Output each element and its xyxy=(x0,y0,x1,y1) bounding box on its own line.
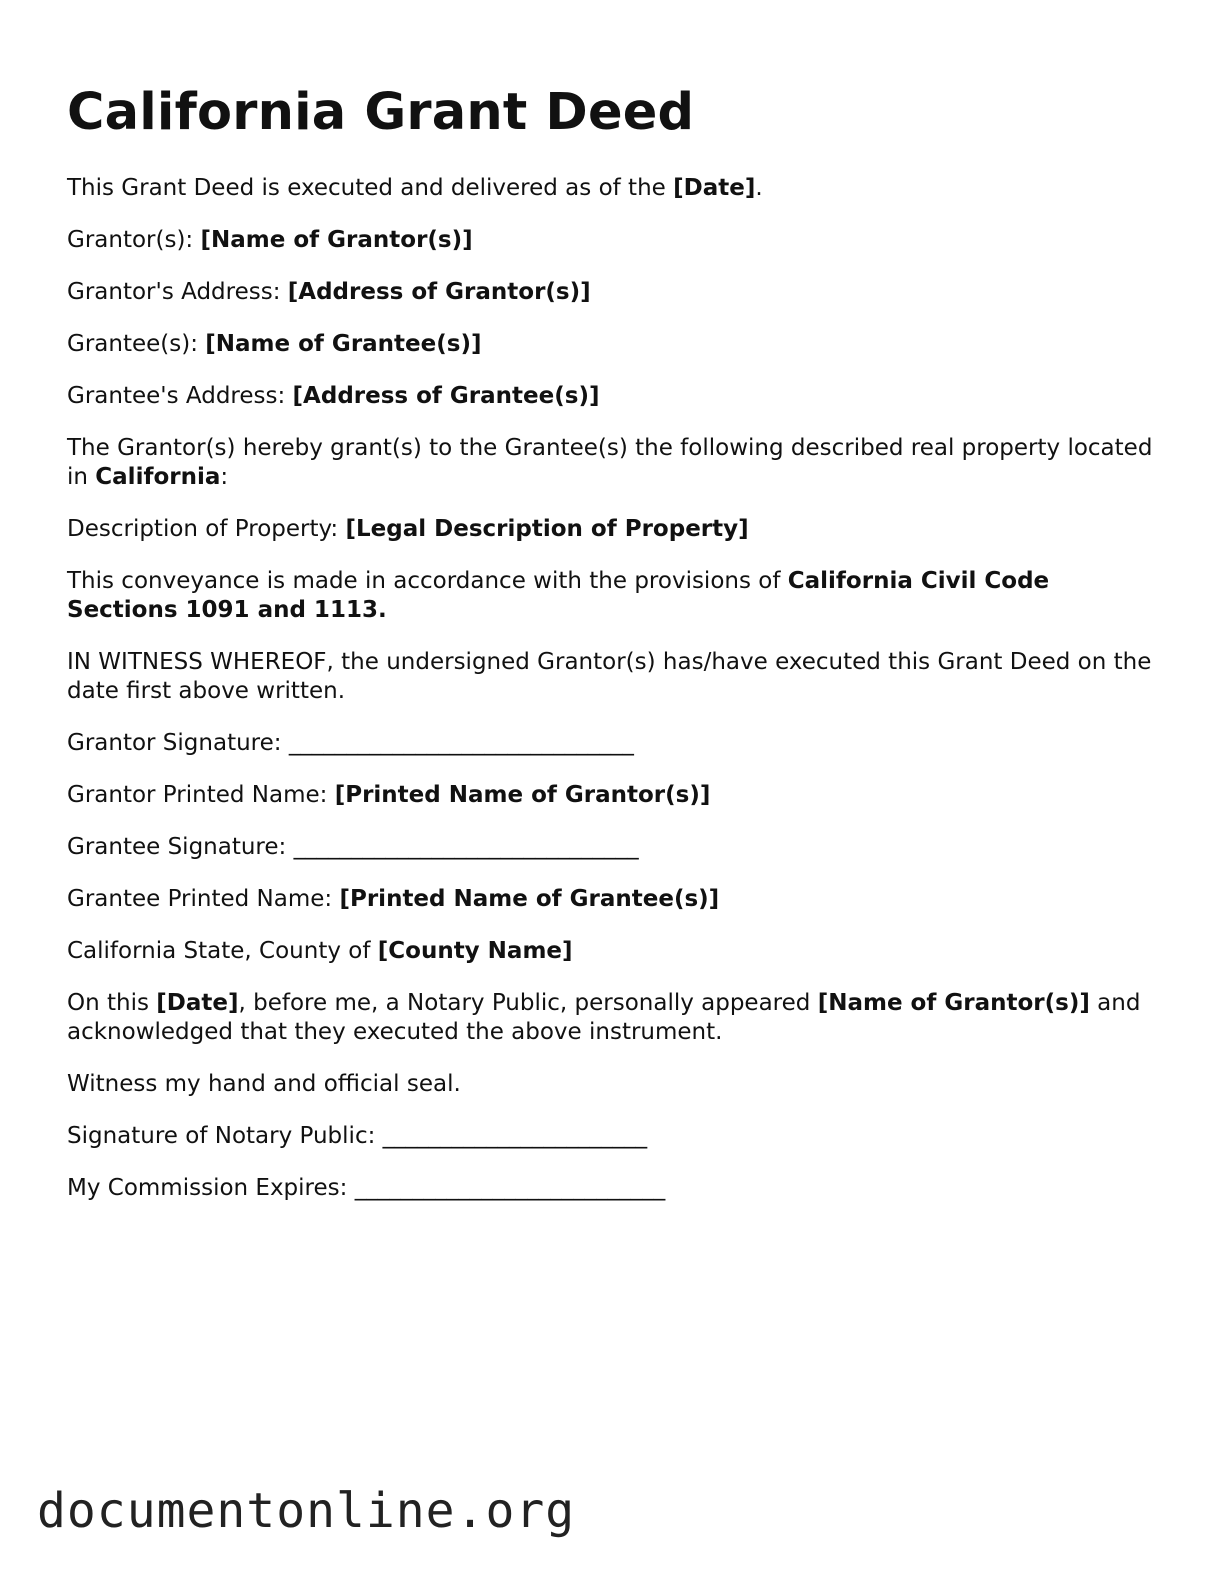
grantee-printed-label: Grantee Printed Name: xyxy=(67,886,340,912)
grantor-signature-label: Grantor Signature: xyxy=(67,730,289,756)
watermark-footer: documentonline.org xyxy=(37,1483,576,1539)
conveyance-text: This conveyance is made in accordance with the provisions of xyxy=(67,568,788,594)
grantee-printed-value: [Printed Name of Grantee(s)] xyxy=(339,886,720,912)
grant-clause-text: The Grantor(s) hereby grant(s) to the Grantee(s) the following described real property located in xyxy=(67,435,1153,490)
property-label: Description of Property: xyxy=(67,516,346,542)
county-line xyxy=(67,937,1167,966)
grantee-signature-label: Grantee Signature: xyxy=(67,834,294,860)
notary-signature-blank[interactable]: _______________________ xyxy=(382,1123,648,1149)
conveyance-paragraph xyxy=(67,567,1167,625)
grantee-address-line xyxy=(67,382,1167,411)
grant-clause-state: California xyxy=(95,464,221,490)
intro-paragraph xyxy=(67,174,1167,203)
seal-line: Witness my hand and official seal. xyxy=(67,1071,461,1097)
grantee-value: [Name of Grantee(s)] xyxy=(205,331,482,357)
document-page xyxy=(67,82,1167,1226)
grantor-address-value: [Address of Grantor(s)] xyxy=(287,279,591,305)
commission-label: My Commission Expires: xyxy=(67,1175,355,1201)
county-label: California State, County of xyxy=(67,938,378,964)
grantee-signature-line xyxy=(67,833,1167,862)
notary-name: [Name of Grantor(s)] xyxy=(817,990,1090,1016)
intro-text: This Grant Deed is executed and delivered as of the xyxy=(67,175,674,201)
grantor-label: Grantor(s): xyxy=(67,227,201,253)
notary-date: [Date] xyxy=(156,990,239,1016)
grantor-value: [Name of Grantor(s)] xyxy=(200,227,473,253)
property-line xyxy=(67,515,1167,544)
grantee-label: Grantee(s): xyxy=(67,331,206,357)
grantor-printed-line xyxy=(67,781,1167,810)
property-value: [Legal Description of Property] xyxy=(345,516,749,542)
conveyance-code: California Civil Code Sections 1091 and 1113. xyxy=(67,568,1050,623)
grantor-address-line xyxy=(67,278,1167,307)
grantee-signature-blank[interactable]: ______________________________ xyxy=(293,834,639,860)
witness-paragraph: IN WITNESS WHEREOF, the undersigned Grantor(s) has/have executed this Grant Deed on the date first above written. xyxy=(67,649,1152,704)
intro-end: . xyxy=(755,175,763,201)
grantee-printed-line xyxy=(67,885,1167,914)
notary-statement-paragraph xyxy=(67,989,1167,1047)
grantor-line xyxy=(67,226,1167,255)
commission-blank[interactable]: ___________________________ xyxy=(354,1175,666,1201)
notary-pre: On this xyxy=(67,990,157,1016)
notary-signature-label: Signature of Notary Public: xyxy=(67,1123,383,1149)
grantor-printed-label: Grantor Printed Name: xyxy=(67,782,335,808)
notary-post: and acknowledged that they executed the above instrument. xyxy=(67,990,1141,1045)
grantor-signature-line xyxy=(67,729,1167,758)
grant-clause-end: : xyxy=(220,464,229,490)
grantor-printed-value: [Printed Name of Grantor(s)] xyxy=(334,782,711,808)
notary-signature-line xyxy=(67,1122,1167,1151)
county-value: [County Name] xyxy=(377,938,573,964)
grantor-address-label: Grantor's Address: xyxy=(67,279,288,305)
intro-date: [Date] xyxy=(673,175,756,201)
commission-line xyxy=(67,1174,1167,1203)
grantee-address-value: [Address of Grantee(s)] xyxy=(292,383,600,409)
page-title: California Grant Deed xyxy=(67,83,695,142)
grant-clause-paragraph xyxy=(67,434,1167,492)
grantee-line xyxy=(67,330,1167,359)
grantee-address-label: Grantee's Address: xyxy=(67,383,293,409)
grantor-signature-blank[interactable]: ______________________________ xyxy=(288,730,634,756)
notary-mid: , before me, a Notary Public, personally appeared xyxy=(238,990,818,1016)
